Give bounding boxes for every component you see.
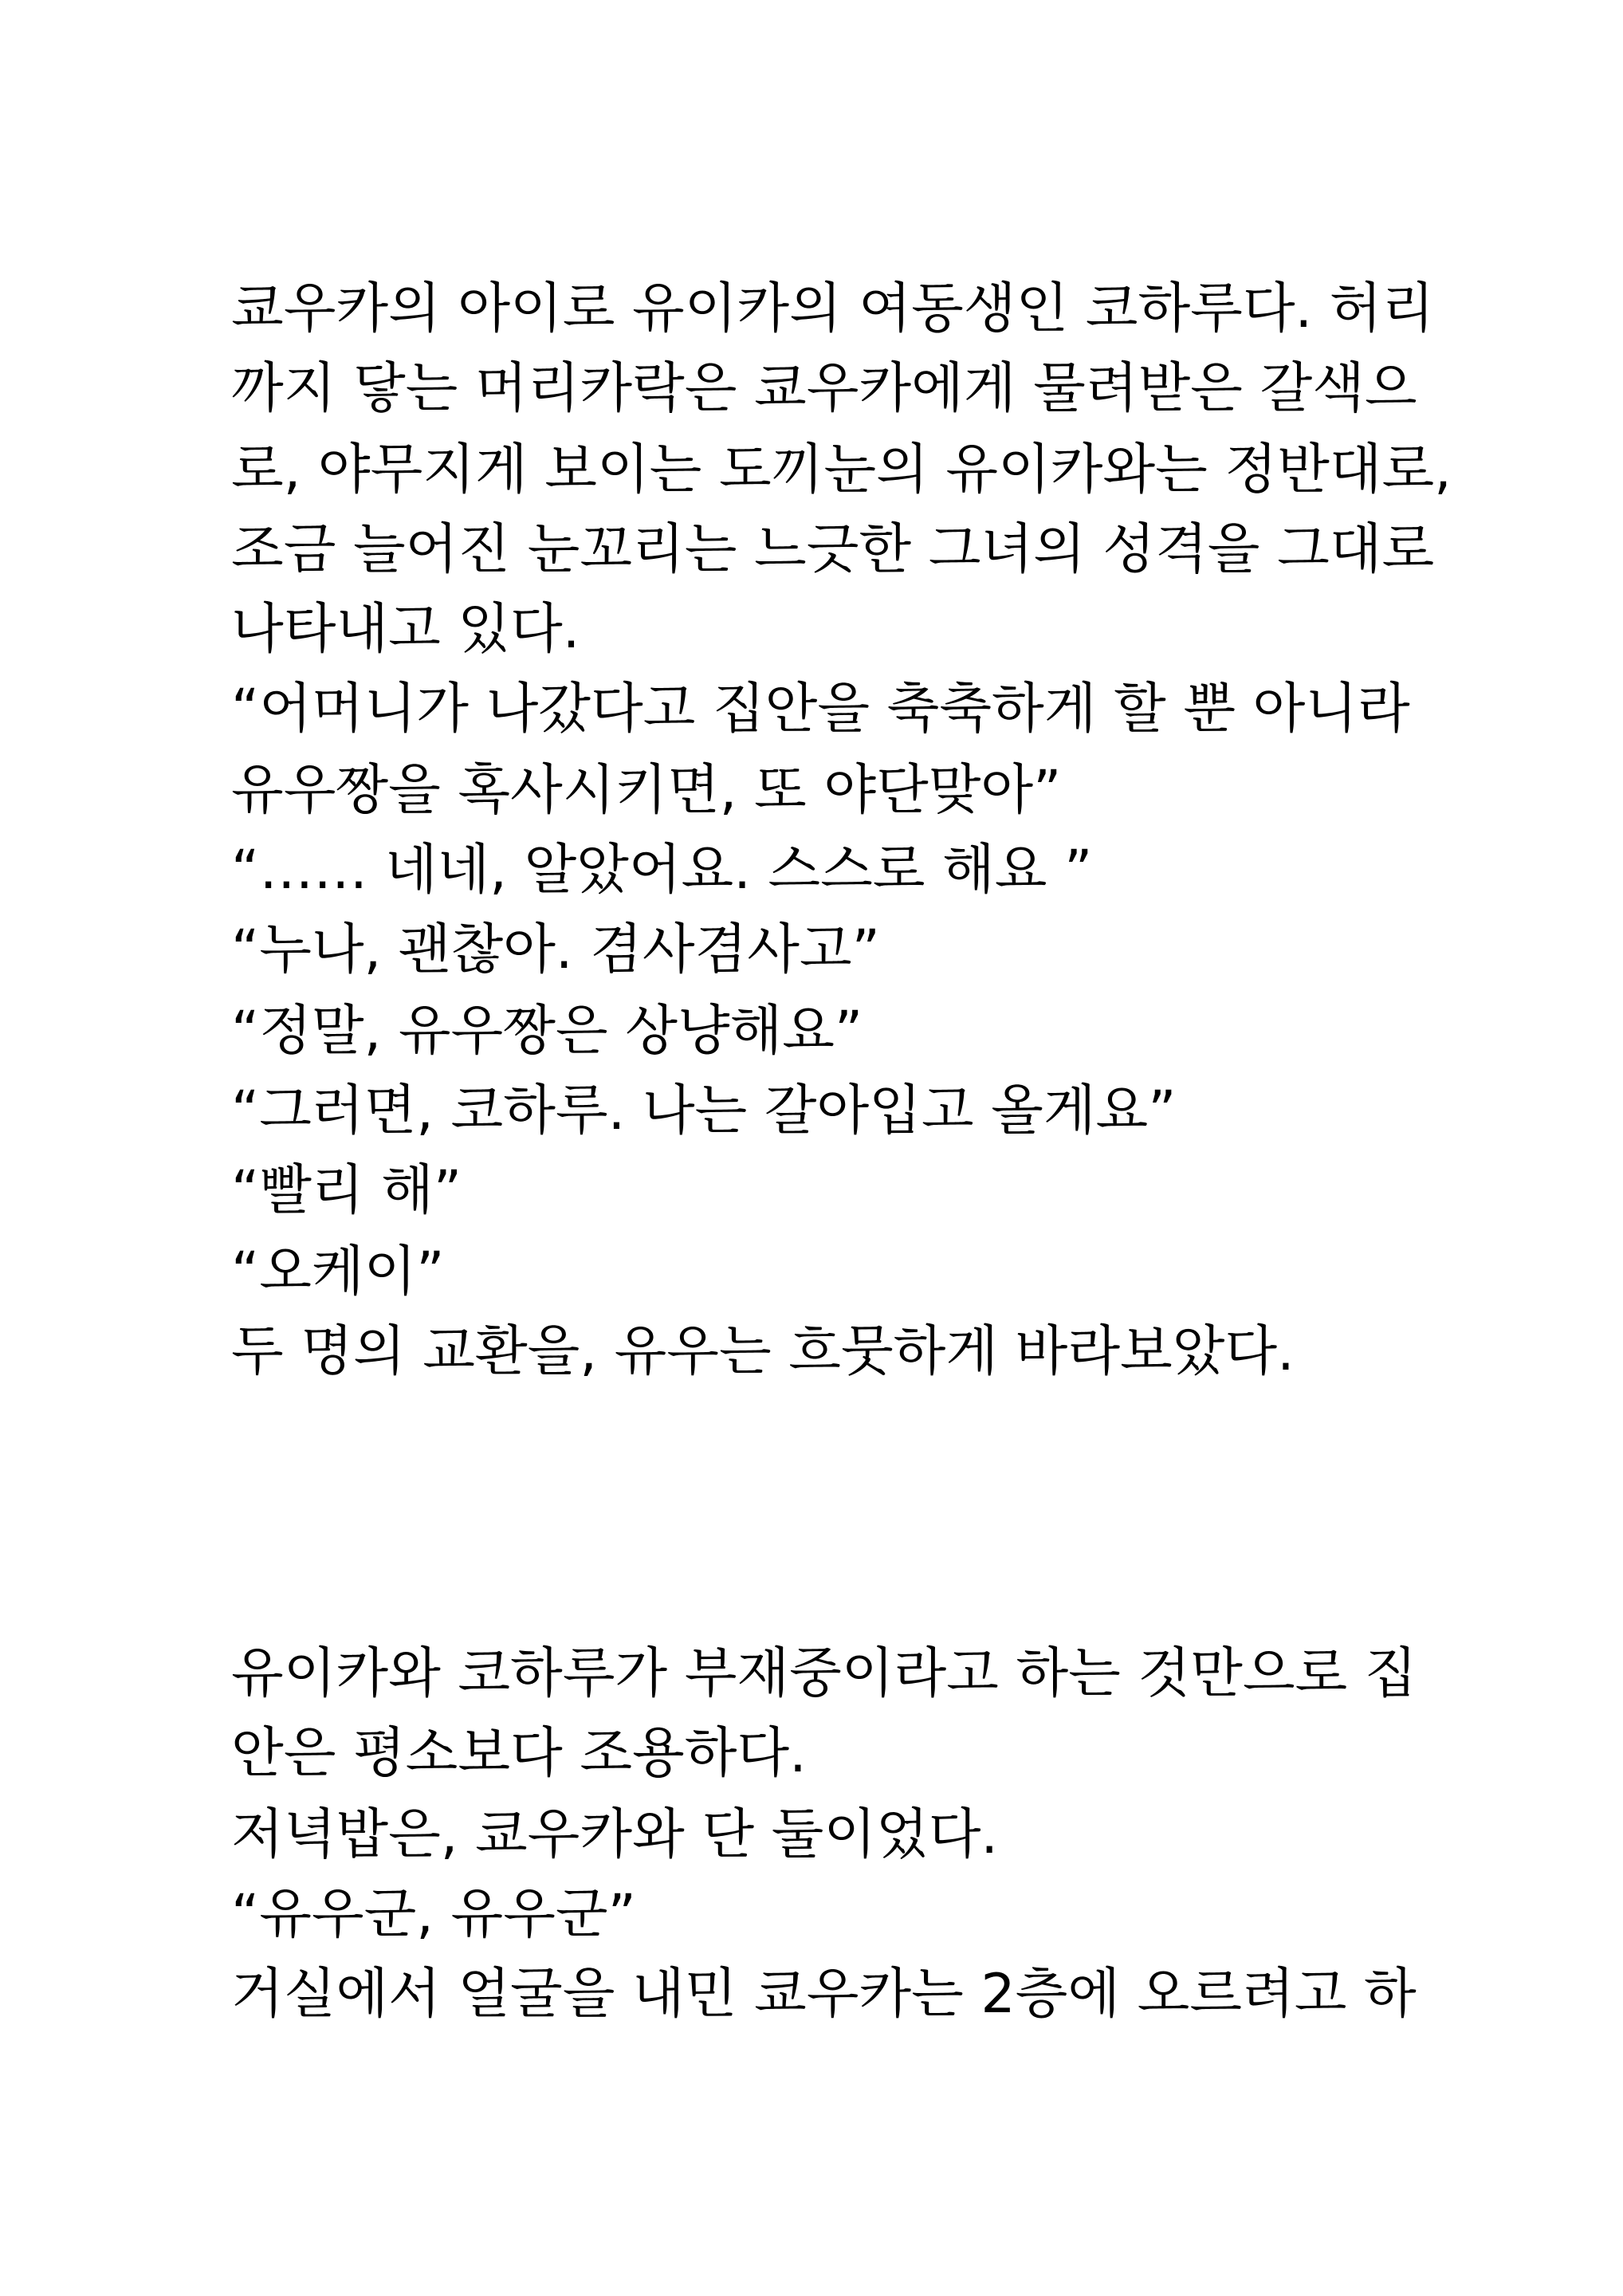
text-line: 거실에서 얼굴을 내민 쿄우카는 2층에 오르려고 하 xyxy=(231,1963,1417,2026)
text-line: 까지 닿는 머리카락은 쿄우카에게 물려받은 갈색으 xyxy=(231,357,1417,420)
text-line: 나타내고 있다. xyxy=(231,598,580,661)
text-line: 쿄우카의 아이로 유이카의 여동생인 코하루다. 허리 xyxy=(231,277,1435,340)
text-line: “어머니가 나갔다고 집안을 축축하게 할 뿐 아니라 xyxy=(231,678,1410,741)
text-line: “오케이” xyxy=(231,1240,445,1303)
text-line: 유우짱을 혹사시키면, 또 야단맞아” xyxy=(231,759,1062,822)
text-line: 로, 야무지게 보이는 도끼눈의 유이카와는 정반대로, xyxy=(231,438,1452,501)
text-line: 저녁밥은, 쿄우카와 단 둘이었다. xyxy=(231,1803,999,1866)
text-line: “…… 네네, 알았어요. 스스로 해요 ” xyxy=(231,839,1093,902)
text-line: “누나, 괜찮아. 겸사겸사고” xyxy=(231,918,880,981)
text-line: “유우군, 유우군” xyxy=(231,1883,636,1946)
text-line: “빨리 해” xyxy=(231,1159,462,1222)
text-line: 유이카와 코하루가 부재중이라고 하는 것만으로 집 xyxy=(231,1642,1417,1705)
text-line: 안은 평소보다 조용하다. xyxy=(231,1722,807,1785)
text-line: 조금 늘어진 눈꼬리는 느긋한 그녀의 성격을 그대로 xyxy=(231,518,1435,581)
text-line: “그러면, 코하루. 나는 갈아입고 올게요” xyxy=(231,1079,1177,1142)
text-line: “정말, 유우짱은 상냥해요” xyxy=(231,1000,863,1063)
text-line: 두 명의 교환을, 유우는 흐뭇하게 바라보았다. xyxy=(231,1320,1295,1383)
